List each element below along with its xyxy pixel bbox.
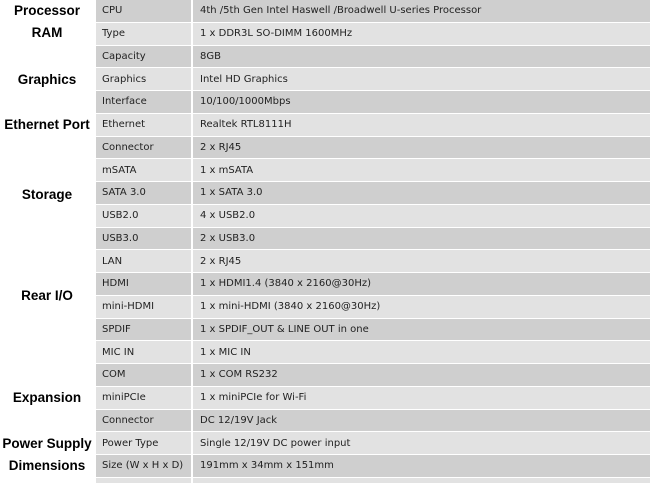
row-label: HDMI xyxy=(95,273,192,296)
row-value: 4th /5th Gen Intel Haswell /Broadwell U-series Processor xyxy=(192,0,650,22)
row-value: 191mm x 34mm x 151mm xyxy=(192,455,650,478)
row-value: 1 x SPDIF_OUT & LINE OUT in one xyxy=(192,318,650,341)
section-processor: Processor xyxy=(0,0,95,22)
table-row xyxy=(0,295,650,318)
row-label: Connector xyxy=(95,409,192,432)
row-label: mini-HDMI xyxy=(95,295,192,318)
table-row xyxy=(0,364,650,387)
table-row xyxy=(0,113,650,136)
row-label: Capacity xyxy=(95,45,192,68)
table-row xyxy=(0,159,650,182)
row-value: 2 x USB3.0 xyxy=(192,227,650,250)
table-row xyxy=(0,432,650,455)
row-value: Intel HD Graphics xyxy=(192,68,650,91)
table-row xyxy=(0,204,650,227)
row-value: 4 x USB2.0 xyxy=(192,204,650,227)
row-value: 1 x mSATA xyxy=(192,159,650,182)
table-row xyxy=(0,91,650,114)
row-value: 1 x SATA 3.0 xyxy=(192,182,650,205)
row-label: Size (W x H x D) xyxy=(95,455,192,478)
row-value: 2 x RJ45 xyxy=(192,136,650,159)
table-row xyxy=(0,45,650,68)
row-label: mSATA xyxy=(95,159,192,182)
row-label: CPU xyxy=(95,0,192,22)
table-row xyxy=(0,22,650,45)
row-label: SATA 3.0 xyxy=(95,182,192,205)
section-expansion: Expansion xyxy=(0,386,95,432)
row-label: USB3.0 xyxy=(95,227,192,250)
table-row xyxy=(0,0,650,22)
row-label: Ethernet xyxy=(95,113,192,136)
row-label: SPDIF xyxy=(95,318,192,341)
row-label: miniPCIe xyxy=(95,386,192,409)
row-value: 1 x HDMI1.4 (3840 x 2160@30Hz) xyxy=(192,273,650,296)
section-storage: Storage xyxy=(0,159,95,205)
section-dimensions: Dimensions xyxy=(0,455,95,478)
section-power-supply: Power Supply xyxy=(0,432,95,455)
row-label: LAN xyxy=(95,250,192,273)
table-row xyxy=(0,318,650,341)
section-graphics: Graphics xyxy=(0,68,95,91)
tail-cell xyxy=(192,477,650,483)
row-value: 8GB xyxy=(192,45,650,68)
row-value: 1 x miniPCIe for Wi-Fi xyxy=(192,386,650,409)
row-label: MIC IN xyxy=(95,341,192,364)
table-row xyxy=(0,250,650,273)
row-value: DC 12/19V Jack xyxy=(192,409,650,432)
row-label: COM xyxy=(95,364,192,387)
table-row xyxy=(0,386,650,409)
row-label: USB2.0 xyxy=(95,204,192,227)
table-row xyxy=(0,182,650,205)
row-label: Graphics xyxy=(95,68,192,91)
row-value: 1 x DDR3L SO-DIMM 1600MHz xyxy=(192,22,650,45)
table-row xyxy=(0,341,650,364)
tail-spacer xyxy=(0,477,95,483)
row-label: Type xyxy=(95,22,192,45)
row-value: 1 x mini-HDMI (3840 x 2160@30Hz) xyxy=(192,295,650,318)
table-row xyxy=(0,273,650,296)
row-label: Interface xyxy=(95,91,192,114)
table-row-tail xyxy=(0,477,650,483)
table-row xyxy=(0,68,650,91)
row-value: 2 x RJ45 xyxy=(192,250,650,273)
section-ram: RAM xyxy=(0,22,95,68)
table-row xyxy=(0,136,650,159)
row-value: 1 x COM RS232 xyxy=(192,364,650,387)
row-value: 1 x MIC IN xyxy=(192,341,650,364)
table-row xyxy=(0,409,650,432)
row-label: Power Type xyxy=(95,432,192,455)
row-label: Connector xyxy=(95,136,192,159)
row-value: Realtek RTL8111H xyxy=(192,113,650,136)
section-rear-io: Rear I/O xyxy=(0,204,95,386)
table-row xyxy=(0,455,650,478)
tail-cell xyxy=(95,477,192,483)
row-value: Single 12/19V DC power input xyxy=(192,432,650,455)
row-value: 10/100/1000Mbps xyxy=(192,91,650,114)
table-row xyxy=(0,227,650,250)
section-ethernet-port: Ethernet Port xyxy=(0,91,95,159)
